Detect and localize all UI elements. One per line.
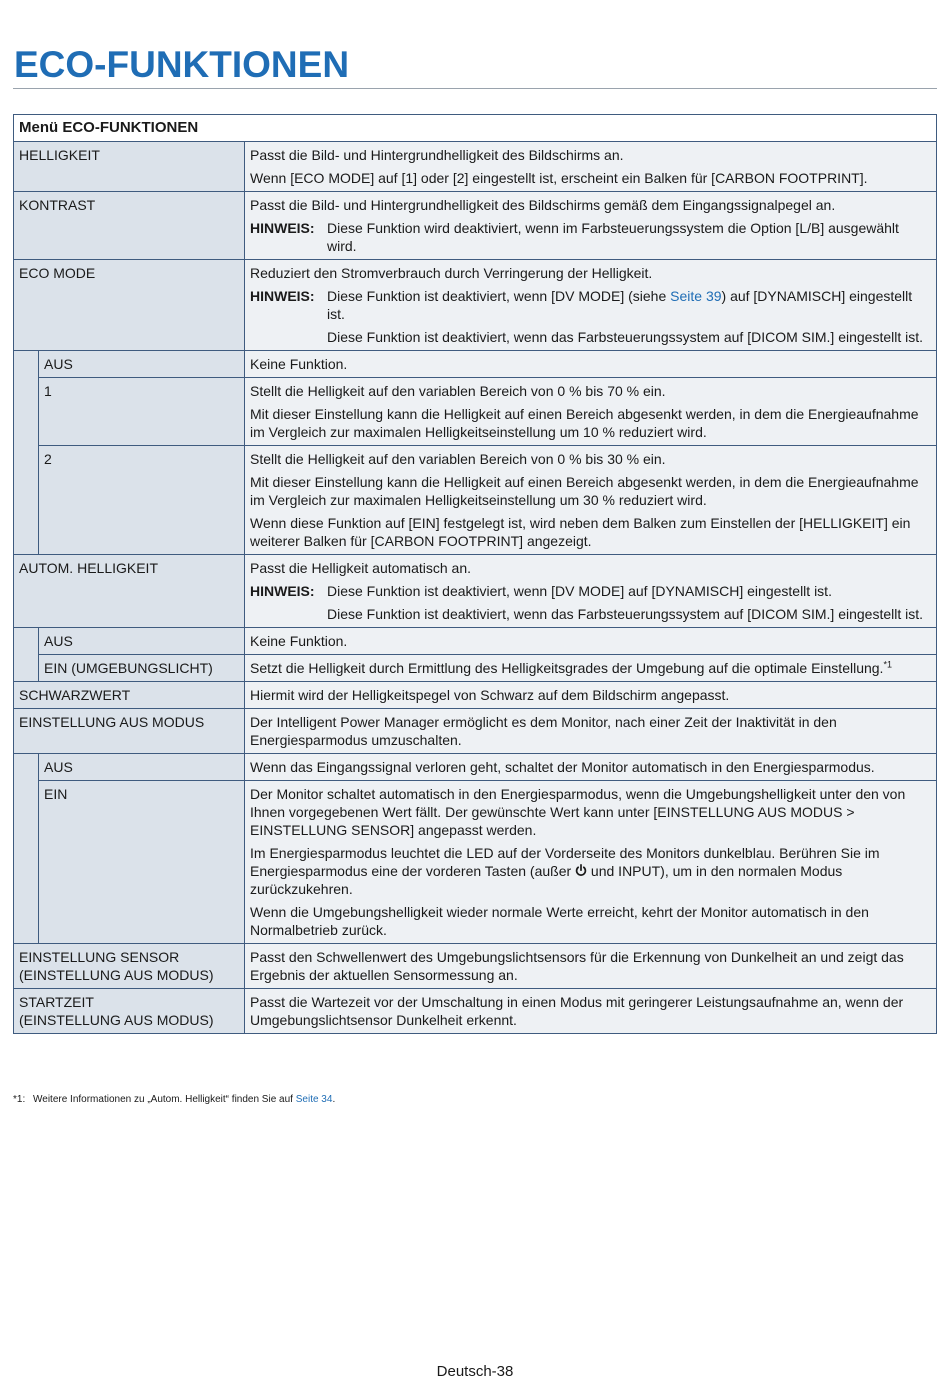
- note-text: Diese Funktion ist deaktiviert, wenn das Farbsteuerungssystem auf [DICOM SIM.] eingestellt ist.: [327, 606, 924, 622]
- note-label: HINWEIS:: [250, 583, 315, 599]
- sub-row-label: EIN (UMGEBUNGSLICHT): [39, 655, 245, 682]
- note-label: HINWEIS:: [250, 220, 315, 236]
- description-text: Passt die Bild- und Hintergrundhelligkeit des Bildschirms gemäß dem Eingangssignalpegel an.: [250, 197, 836, 213]
- row-label: KONTRAST: [14, 192, 245, 260]
- description-text: Keine Funktion.: [250, 356, 348, 372]
- sub-row-label: 2: [39, 446, 245, 555]
- note-text: Diese Funktion ist deaktiviert, wenn [DV MODE] auf [DYNAMISCH] eingestellt ist.: [327, 583, 832, 599]
- page-number: Deutsch-38: [436, 1363, 514, 1380]
- note-text: Diese Funktion ist deaktiviert, wenn das Farbsteuerungssystem auf [DICOM SIM.] eingestellt ist.: [327, 329, 924, 345]
- row-description: [245, 682, 937, 709]
- footnote-mark: *1:: [13, 1094, 26, 1105]
- note-label-spacer: [250, 605, 327, 623]
- row-description: [245, 944, 937, 989]
- row-label: HELLIGKEIT: [14, 142, 245, 192]
- row-description: [245, 781, 937, 944]
- description-text: [250, 844, 931, 898]
- description-text: Reduziert den Stromverbrauch durch Verringerung der Helligkeit.: [250, 265, 653, 281]
- row-label-line: EINSTELLUNG SENSOR: [19, 949, 180, 965]
- indent-cell: [14, 628, 39, 682]
- row-description: [245, 192, 937, 260]
- note: [250, 582, 931, 600]
- row-label-line: (EINSTELLUNG AUS MODUS): [19, 1012, 214, 1028]
- table-row-kontrast: [14, 192, 937, 260]
- footnote: [13, 1094, 335, 1105]
- title-divider: [13, 88, 937, 89]
- table-header-row: [14, 115, 937, 142]
- description-text: Keine Funktion.: [250, 633, 348, 649]
- row-description: [245, 378, 937, 446]
- note-text: Diese Funktion wird deaktiviert, wenn im Farbsteuerungssystem die Option [L/B] ausgewählt wird.: [327, 220, 899, 254]
- table-row-autom-ein: [14, 655, 937, 682]
- row-description: [245, 555, 937, 628]
- note: [250, 219, 931, 255]
- row-description: [245, 655, 937, 682]
- footnote-reference: *1: [883, 659, 892, 670]
- row-label: EINSTELLUNG AUS MODUS: [14, 709, 245, 754]
- row-label-line: (EINSTELLUNG AUS MODUS): [19, 967, 214, 983]
- sub-row-label: AUS: [39, 754, 245, 781]
- row-label: [14, 989, 245, 1034]
- sub-row-label: AUS: [39, 351, 245, 378]
- description-text: Passt die Wartezeit vor der Umschaltung in einen Modus mit geringerer Leistungsaufnahme an, wenn der Umgebungslichtsensor Dunkelheit erkennt.: [250, 994, 904, 1028]
- row-label: [14, 944, 245, 989]
- table-row-startzeit: [14, 989, 937, 1034]
- row-label: ECO MODE: [14, 260, 245, 351]
- row-description: [245, 754, 937, 781]
- row-description: [245, 989, 937, 1034]
- indent-cell: [14, 754, 39, 944]
- note-text-part: ) auf [DYNAMISCH] eingestellt ist.: [327, 288, 913, 322]
- note-label: HINWEIS:: [250, 288, 315, 304]
- row-description: [245, 628, 937, 655]
- note: [250, 328, 931, 346]
- row-description: [245, 446, 937, 555]
- power-icon: [575, 864, 587, 877]
- note-text: [327, 287, 931, 323]
- description-text: Wenn das Eingangssignal verloren geht, schaltet der Monitor automatisch in den Energiesparmodus.: [250, 759, 875, 775]
- table-row-eco-mode-1: [14, 378, 937, 446]
- table-row-eco-mode: [14, 260, 937, 351]
- note-text-part: Diese Funktion ist deaktiviert, wenn [DV MODE] (siehe: [327, 288, 671, 304]
- description-text: Der Monitor schaltet automatisch in den Energiesparmodus, wenn die Umgebungshelligkeit unter den von Ihnen vorgegebenen Wert fällt. Der gewünschte Wert kann unter [EINSTELLUNG AUS MODUS > EINSTELLUNG SENSOR] angepasst werden.: [250, 786, 906, 838]
- table-header: Menü ECO-FUNKTIONEN: [14, 115, 937, 142]
- note-label-spacer: [250, 328, 327, 346]
- description-text: Stellt die Helligkeit auf den variablen Bereich von 0 % bis 70 % ein.: [250, 383, 666, 399]
- description-text: Wenn die Umgebungshelligkeit wieder normale Werte erreicht, kehrt der Monitor automatisch in den Normalbetrieb zurück.: [250, 904, 869, 938]
- footnote-end: .: [332, 1094, 336, 1105]
- page-title: ECO-FUNKTIONEN: [14, 44, 350, 85]
- row-label: AUTOM. HELLIGKEIT: [14, 555, 245, 628]
- description-text: Wenn diese Funktion auf [EIN] festgelegt ist, wird neben dem Balken zum Einstellen der [HELLIGKEIT] ein weiterer Balken für [CARBON FOOTPRINT] angezeigt.: [250, 515, 911, 549]
- note: [250, 605, 931, 623]
- description-text-part: und INPUT), um in den normalen Modus zurückzukehren.: [250, 863, 843, 897]
- page-link[interactable]: Seite 39: [670, 288, 722, 304]
- table-row-aus-modus-aus: [14, 754, 937, 781]
- description-text: Mit dieser Einstellung kann die Helligkeit auf einen Bereich abgesenkt werden, in dem die Energieaufnahme im Vergleich zur maximalen Helligkeitseinstellung um 10 % reduziert wird.: [250, 406, 919, 440]
- indent-cell: [14, 351, 39, 555]
- footnote-page-link[interactable]: Seite 34: [295, 1094, 333, 1105]
- description-text: Passt die Bild- und Hintergrundhelligkeit des Bildschirms an.: [250, 147, 624, 163]
- row-description: [245, 260, 937, 351]
- description-text: Passt den Schwellenwert des Umgebungslichtsensors für die Erkennung von Dunkelheit an und zeigt das Ergebnis der aktuellen Sensormessung an.: [250, 949, 904, 983]
- note: [250, 287, 931, 323]
- row-description: [245, 709, 937, 754]
- sub-row-label: 1: [39, 378, 245, 446]
- description-text: Stellt die Helligkeit auf den variablen Bereich von 0 % bis 30 % ein.: [250, 451, 666, 467]
- row-description: [245, 142, 937, 192]
- description-text: [250, 659, 931, 677]
- eco-functions-table: [13, 114, 937, 1034]
- table-row-einstellung-sensor: [14, 944, 937, 989]
- description-text: Passt die Helligkeit automatisch an.: [250, 560, 471, 576]
- row-label: SCHWARZWERT: [14, 682, 245, 709]
- description-text: Der Intelligent Power Manager ermöglicht es dem Monitor, nach einer Zeit der Inaktivität in den Energiesparmodus umzuschalten.: [250, 714, 837, 748]
- description-text-part: Im Energiesparmodus leuchtet die LED auf der Vorderseite des Monitors dunkelblau. Berühren Sie im Energiesparmodus eine der vorderen Tasten (außer: [250, 845, 880, 879]
- table-row-autom-aus: [14, 628, 937, 655]
- table-row-schwarzwert: [14, 682, 937, 709]
- table-row-eco-mode-aus: [14, 351, 937, 378]
- sub-row-label: EIN: [39, 781, 245, 944]
- table-row-eco-mode-2: [14, 446, 937, 555]
- description-text-part: Setzt die Helligkeit durch Ermittlung des Helligkeitsgrades der Umgebung auf die optimale Einstellung.: [250, 660, 884, 676]
- description-text: Hiermit wird der Helligkeitspegel von Schwarz auf dem Bildschirm angepasst.: [250, 687, 730, 703]
- table-row-autom-helligkeit: [14, 555, 937, 628]
- table-row-einstellung-aus-modus: [14, 709, 937, 754]
- description-text: Wenn [ECO MODE] auf [1] oder [2] eingestellt ist, erscheint ein Balken für [CARBON FOOTPRINT].: [250, 170, 868, 186]
- footnote-text: Weitere Informationen zu „Autom. Helligkeit“ finden Sie auf: [33, 1094, 296, 1105]
- table-row-aus-modus-ein: [14, 781, 937, 944]
- row-description: [245, 351, 937, 378]
- sub-row-label: AUS: [39, 628, 245, 655]
- row-label-line: STARTZEIT: [19, 994, 94, 1010]
- table-row-helligkeit: [14, 142, 937, 192]
- description-text: Mit dieser Einstellung kann die Helligkeit auf einen Bereich abgesenkt werden, in dem die Energieaufnahme im Vergleich zur maximalen Helligkeitseinstellung um 30 % reduziert wird.: [250, 474, 919, 508]
